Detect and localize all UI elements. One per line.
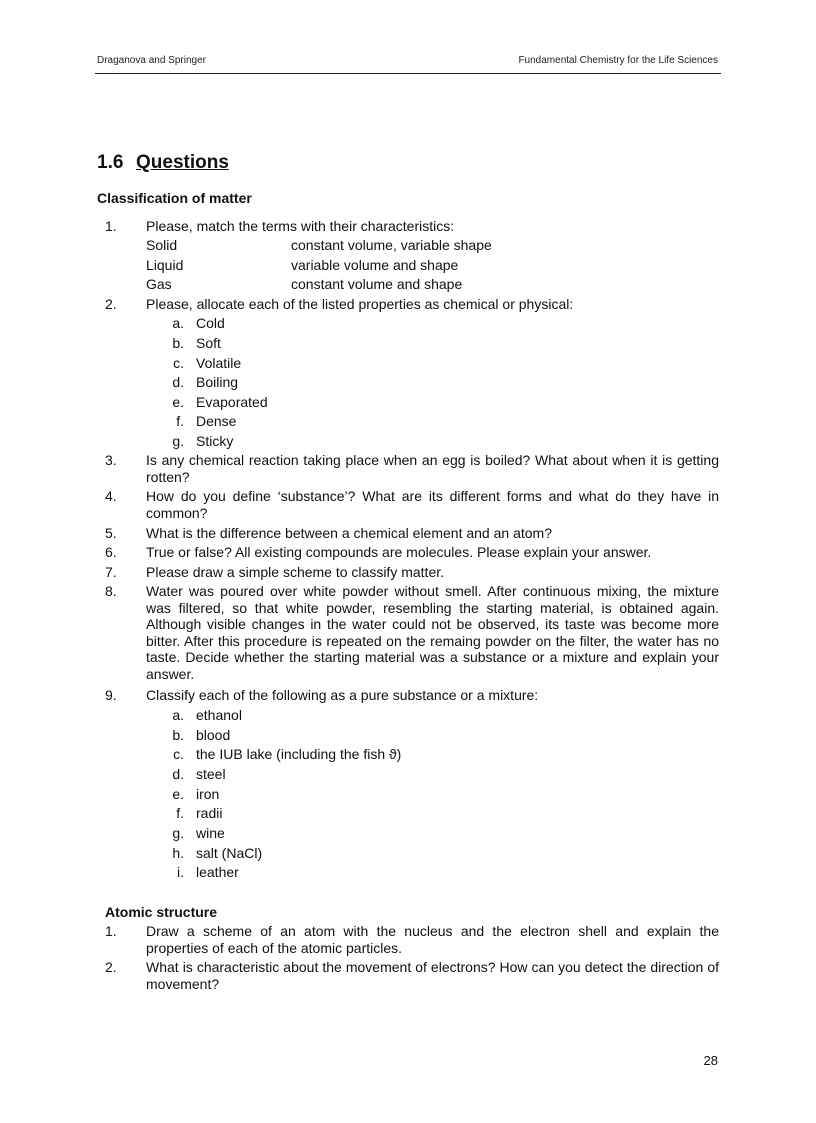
sub-item-letter: e. [172,394,184,410]
sub-item-text: Volatile [196,355,242,371]
sub-item-letter: a. [172,315,184,331]
sub-item-text: blood [196,727,231,743]
sub-item-text: steel [196,766,226,782]
question-number: 1. [105,218,117,234]
sub-item-letter: d. [172,374,184,390]
question-text: Draw a scheme of an atom with the nucleus and the electron shell and explain the properties of each of the atomic particles. [146,923,719,956]
sub-item-text: Evaporated [196,394,268,410]
page-number: 28 [703,1053,718,1068]
sub-item-letter: b. [172,727,184,743]
sub-item-letter: h. [172,845,184,861]
sub-item-letter: c. [173,355,184,371]
sub-item-text: Boiling [196,374,239,390]
section-number: 1.6 [97,152,124,173]
match-term: Solid [146,237,178,253]
classification-heading: Classification of matter [97,190,252,206]
question-text: Please, allocate each of the listed properties as chemical or physical: [146,296,574,312]
sub-item-text: Cold [196,315,225,331]
sub-item-text: Dense [196,413,237,429]
question-number: 7. [105,564,117,580]
sub-item-text: Sticky [196,433,234,449]
sub-item-letter: i. [177,864,184,880]
sub-item-text: iron [196,786,220,802]
question-number: 6. [105,544,117,560]
atomic-structure-heading: Atomic structure [105,904,218,920]
question-number: 5. [105,525,117,541]
question-text: True or false? All existing compounds are molecules. Please explain your answer. [146,544,652,560]
question-number: 2. [105,959,117,975]
sub-item-letter: f. [176,805,184,821]
question-text: Please draw a simple scheme to classify matter. [146,564,445,580]
sub-item-text: Soft [196,335,221,351]
sub-item-text: leather [196,864,239,880]
match-term: Liquid [146,257,184,273]
header-authors: Draganova and Springer [97,55,206,66]
sub-item-letter: c. [173,746,184,762]
question-text: Water was poured over white powder without smell. After continuous mixing, the mixture was filtered, so that white powder, resembling the starting material, is obtained again. Although visible changes in the water could not be observed, its taste was become more bitter. After this procedure is repeated on the remaing powder on the filter, the water has no taste. Decide whether the starting material was a substance or a mixture and explain your answer. [146,583,719,682]
sub-item-letter: f. [176,413,184,429]
sub-item-letter: b. [172,335,184,351]
sub-item-letter: d. [172,766,184,782]
sub-item-text: ethanol [196,707,242,723]
sub-item-letter: g. [172,433,184,449]
question-text: Please, match the terms with their characteristics: [146,218,455,234]
sub-item-letter: g. [172,825,184,841]
question-number: 1. [105,923,117,939]
match-description: constant volume and shape [291,276,463,292]
question-number: 4. [105,488,117,504]
question-number: 2. [105,296,117,312]
sub-item-text: salt (NaCl) [196,845,263,861]
sub-item-letter: a. [172,707,184,723]
header-book-title: Fundamental Chemistry for the Life Sciences [518,55,718,66]
question-text: What is the difference between a chemical element and an atom? [146,525,552,541]
question-number: 3. [105,452,117,468]
question-number: 9. [105,687,117,703]
section-title [97,152,229,174]
header-divider [95,73,721,74]
sub-item-text: the IUB lake (including the fish ϑ) [196,746,402,762]
question-text: How do you define ‘substance’? What are its different forms and what do they have in common? [146,488,719,521]
sub-item-text: wine [196,825,225,841]
sub-item-letter: e. [172,786,184,802]
sub-item-text: radii [196,805,223,821]
match-description: constant volume, variable shape [291,237,492,253]
question-text: Classify each of the following as a pure substance or a mixture: [146,687,539,703]
question-text: What is characteristic about the movement of electrons? How can you detect the direction of movement? [146,959,719,992]
match-term: Gas [146,276,172,292]
question-number: 8. [105,583,117,599]
section-heading: Questions [136,152,229,173]
question-text: Is any chemical reaction taking place when an egg is boiled? What about when it is getting rotten? [146,452,719,485]
match-description: variable volume and shape [291,257,459,273]
